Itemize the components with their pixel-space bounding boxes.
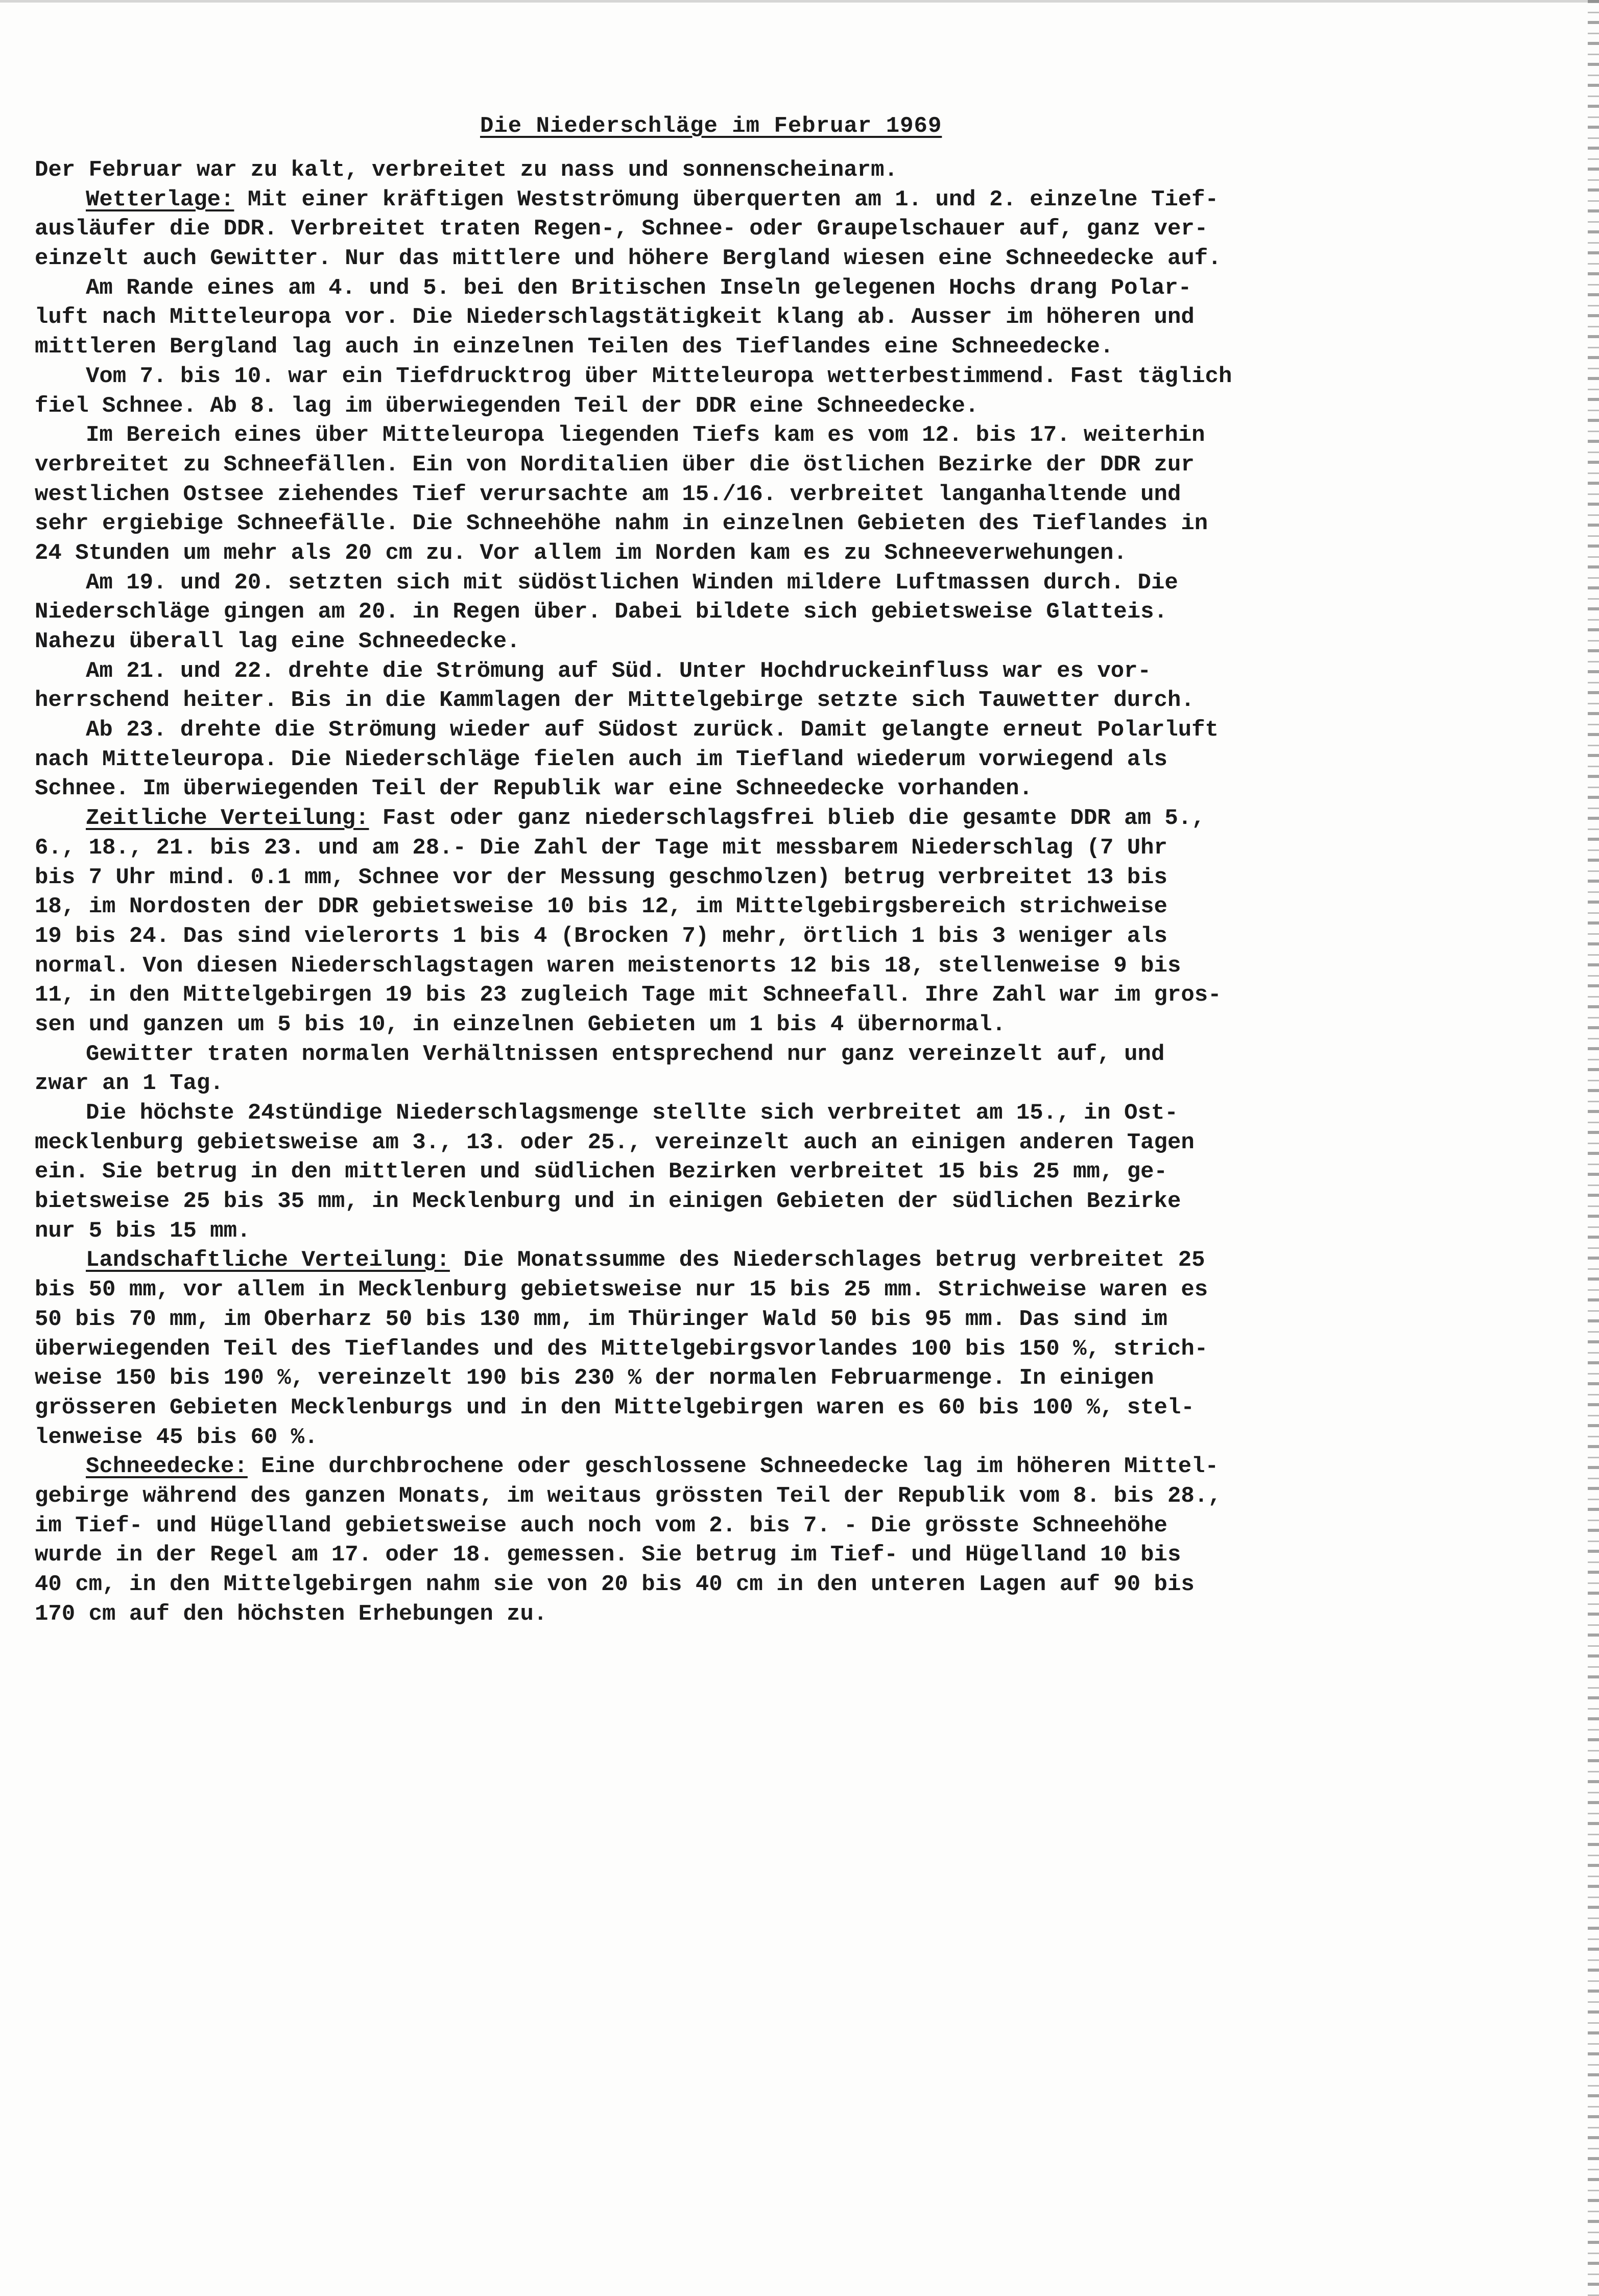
text-line: Schnee. Im überwiegenden Teil der Republik war eine Schneedecke vorhanden. [35,776,1033,802]
text-line: Niederschläge gingen am 20. in Regen über. Dabei bildete sich gebietsweise Glatteis. [35,599,1167,625]
text-line: 24 Stunden um mehr als 20 cm zu. Vor allem im Norden kam es zu Schneeverwehungen. [35,540,1127,566]
text-run: Die Monatssumme des Niederschlages betrug verbreitet 25 [449,1247,1205,1273]
text-run: Mit einer kräftigen Westströmung überquerten am 1. und 2. einzelne Tief- [234,186,1219,212]
text-line: 170 cm auf den höchsten Erhebungen zu. [35,1601,547,1627]
text-line: Gewitter traten normalen Verhältnissen entsprechend nur ganz vereinzelt auf, und [86,1041,1165,1067]
text-line: mecklenburg gebietsweise am 3., 13. oder 25., vereinzelt auch an einigen anderen Tagen [35,1129,1195,1155]
text-line: verbreitet zu Schneefällen. Ein von Norditalien über die östlichen Bezirke der DDR zur [35,452,1195,478]
text-line: luft nach Mitteleuropa vor. Die Niederschlagstätigkeit klang ab. Ausser im höheren und [35,304,1195,330]
section-heading-wetterlage: Wetterlage: [86,186,234,212]
text-line [35,185,1444,215]
text-line: nur 5 bis 15 mm. [35,1218,251,1244]
text-line: wurde in der Regel am 17. oder 18. gemessen. Sie betrug im Tief- und Hügelland 10 bis [35,1542,1181,1568]
text-line: sehr ergiebige Schneefälle. Die Schneehöhe nahm in einzelnen Gebieten des Tieflandes in [35,511,1208,537]
text-line: bietsweise 25 bis 35 mm, in Mecklenburg und in einigen Gebieten der südlichen Bezirke [35,1189,1181,1215]
text-line: westlichen Ostsee ziehendes Tief verursachte am 15./16. verbreitet langanhaltende und [35,481,1181,507]
text-line: gebirge während des ganzen Monats, im weitaus grössten Teil der Republik vom 8. bis 28., [35,1483,1222,1509]
text-line: fiel Schnee. Ab 8. lag im überwiegenden Teil der DDR eine Schneedecke. [35,393,979,419]
text-line: bis 7 Uhr mind. 0.1 mm, Schnee vor der Messung geschmolzen) betrug verbreitet 13 bis [35,864,1167,890]
text-line: Der Februar war zu kalt, verbreitet zu nass und sonnenscheinarm. [35,157,898,183]
text-line: mittleren Bergland lag auch in einzelnen Teilen des Tieflandes eine Schneedecke. [35,334,1114,360]
text-line: Ab 23. drehte die Strömung wieder auf Südost zurück. Damit gelangte erneut Polarluft [86,717,1219,743]
text-line: 50 bis 70 mm, im Oberharz 50 bis 130 mm, im Thüringer Wald 50 bis 95 mm. Das sind im [35,1306,1167,1332]
text-line: Die höchste 24stündige Niederschlagsmenge stellte sich verbreitet am 15., in Ost- [86,1100,1178,1126]
text-line: Am 21. und 22. drehte die Strömung auf Süd. Unter Hochdruckeinfluss war es vor- [86,658,1151,684]
text-line: 18, im Nordosten der DDR gebietsweise 10 bis 12, im Mittelgebirgsbereich strichweise [35,894,1167,920]
text-line: Im Bereich eines über Mitteleuropa liegenden Tiefs kam es vom 12. bis 17. weiterhin [86,422,1205,448]
text-line: sen und ganzen um 5 bis 10, in einzelnen Gebieten um 1 bis 4 übernormal. [35,1011,1006,1037]
text-line: zwar an 1 Tag. [35,1071,224,1097]
text-run: Eine durchbrochene oder geschlossene Schneedecke lag im höheren Mittel- [247,1454,1219,1480]
text-line: normal. Von diesen Niederschlagstagen waren meistenorts 12 bis 18, stellenweise 9 bis [35,953,1181,979]
document-body [35,156,1444,1629]
section-heading-landschaftliche-verteilung: Landschaftliche Verteilung: [86,1247,450,1273]
section-heading-schneedecke: Schneedecke: [86,1454,248,1480]
text-line: ein. Sie betrug in den mittleren und südlichen Bezirken verbreitet 15 bis 25 mm, ge- [35,1159,1167,1185]
text-line: Vom 7. bis 10. war ein Tiefdrucktrog über Mitteleuropa wetterbestimmend. Fast täglich [86,363,1232,389]
text-line: 19 bis 24. Das sind vielerorts 1 bis 4 (Brocken 7) mehr, örtlich 1 bis 3 weniger als [35,923,1167,949]
text-line: 40 cm, in den Mittelgebirgen nahm sie von 20 bis 40 cm in den unteren Lagen auf 90 bis [35,1572,1195,1597]
scan-top-edge [0,0,1599,3]
section-heading-zeitliche-verteilung: Zeitliche Verteilung: [86,806,369,832]
text-line: 11, in den Mittelgebirgen 19 bis 23 zugleich Tage mit Schneefall. Ihre Zahl war im gros- [35,982,1222,1008]
text-line: Am Rande eines am 4. und 5. bei den Britischen Inseln gelegenen Hochs drang Polar- [86,275,1192,301]
text-line: einzelt auch Gewitter. Nur das mittlere und höhere Bergland wiesen eine Schneedecke auf. [35,246,1222,272]
text-line [35,804,1444,834]
text-run: Fast oder ganz niederschlagsfrei blieb die gesamte DDR am 5., [369,806,1205,832]
document-title: Die Niederschläge im Februar 1969 [480,113,942,139]
text-line: weise 150 bis 190 %, vereinzelt 190 bis 230 % der normalen Februarmenge. In einigen [35,1365,1154,1391]
text-line: 6., 18., 21. bis 23. und am 28.- Die Zahl der Tage mit messbarem Niederschlag (7 Uhr [35,835,1167,861]
text-line: grösseren Gebieten Mecklenburgs und in den Mittelgebirgen waren es 60 bis 100 %, stel- [35,1394,1195,1421]
text-line: überwiegenden Teil des Tieflandes und des Mittelgebirgsvorlandes 100 bis 150 %, strich- [35,1336,1208,1362]
text-line: im Tief- und Hügelland gebietsweise auch noch vom 2. bis 7. - Die grösste Schneehöhe [35,1512,1167,1538]
text-line: ausläufer die DDR. Verbreitet traten Regen-, Schnee- oder Graupelschauer auf, ganz ver- [35,216,1208,242]
text-line: Am 19. und 20. setzten sich mit südöstlichen Winden mildere Luftmassen durch. Die [86,570,1178,596]
scan-right-edge-noise [1588,0,1599,2296]
text-line: herrschend heiter. Bis in die Kammlagen der Mittelgebirge setzte sich Tauwetter durch. [35,688,1195,714]
text-line [35,1246,1444,1275]
text-line: nach Mitteleuropa. Die Niederschläge fielen auch im Tiefland wiederum vorwiegend als [35,746,1167,772]
text-line [35,1452,1444,1482]
text-line: bis 50 mm, vor allem in Mecklenburg gebietsweise nur 15 bis 25 mm. Strichweise waren es [35,1277,1208,1303]
text-line: Nahezu überall lag eine Schneedecke. [35,629,520,654]
text-line: lenweise 45 bis 60 %. [35,1424,318,1450]
